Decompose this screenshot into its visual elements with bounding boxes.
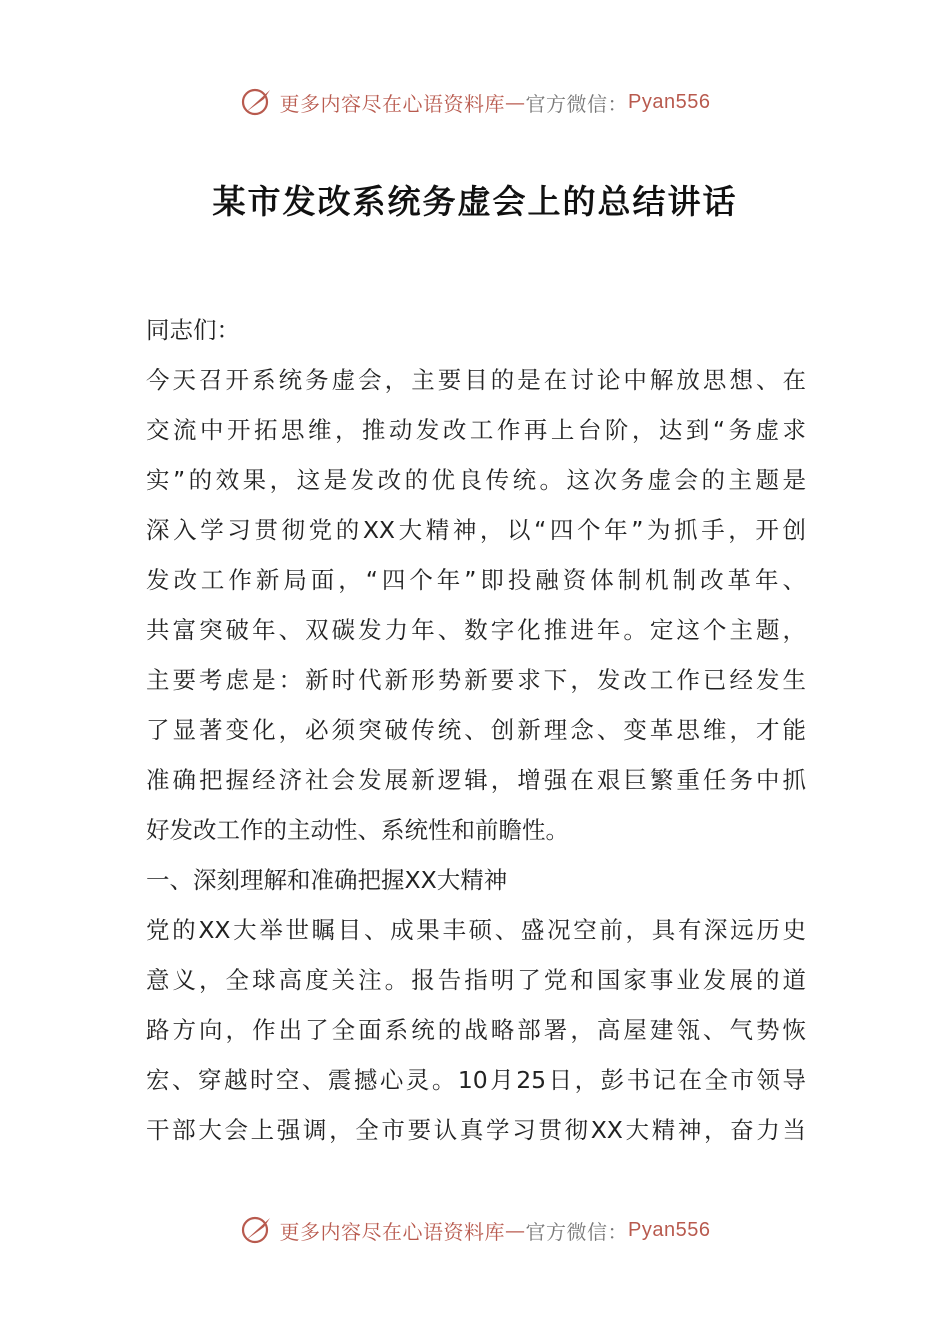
body-line: 好发改工作的主动性、系统性和前瞻性。 [146, 816, 569, 844]
body-line: 主要考虑是：新时代新形势新要求下，发改工作已经发生 [146, 666, 806, 694]
banner-contact-id: Pyan556 [628, 90, 711, 113]
body-line: 共富突破年、双碳发力年、数字化推进年。定这个主题， [146, 616, 806, 644]
banner-contact-id: Pyan556 [628, 1218, 711, 1241]
section-heading: 一、深刻理解和准确把握XX大精神 [146, 866, 508, 894]
body-line: 交流中开拓思维，推动发改工作再上台阶，达到“务虚求 [146, 416, 806, 444]
body-line: 宏、穿越时空、震撼心灵。10月25日，彭书记在全市领导 [146, 1066, 806, 1094]
body-line: 准确把握经济社会发展新逻辑，增强在艰巨繁重任务中抓 [146, 766, 806, 794]
salutation-line: 同志们： [146, 316, 240, 344]
body-line: 路方向，作出了全面系统的战略部署，高屋建瓴、气势恢 [146, 1016, 806, 1044]
body-line: 干部大会上强调，全市要认真学习贯彻XX大精神，奋力当 [146, 1116, 806, 1144]
body-line: 党的XX大举世瞩目、成果丰硕、盛况空前，具有深远历史 [146, 916, 806, 944]
banner-contact-label: 官方微信： [525, 91, 629, 116]
document-title: 某市发改系统务虚会上的总结讲话 [212, 182, 738, 221]
header-banner [0, 82, 950, 122]
body-line: 了显著变化，必须突破传统、创新理念、变革思维，才能 [146, 716, 806, 744]
banner-text: 更多内容尽在心语资料库 [279, 1219, 506, 1244]
footer-banner [0, 1210, 950, 1250]
body-line: 今天召开系统务虚会，主要目的是在讨论中解放思想、在 [146, 366, 806, 394]
body-line: 发改工作新局面，“四个年”即投融资体制机制改革年、 [146, 566, 806, 594]
body-line: 意义，全球高度关注。报告指明了党和国家事业发展的道 [146, 966, 806, 994]
banner-contact-label: 官方微信： [525, 1219, 629, 1244]
banner-separator: — [505, 90, 526, 114]
quill-logo-icon [240, 1213, 274, 1247]
body-line: 深入学习贯彻党的XX大精神，以“四个年”为抓手，开创 [146, 516, 806, 544]
quill-logo-icon [240, 85, 274, 119]
body-line: 实”的效果，这是发改的优良传统。这次务虚会的主题是 [146, 466, 806, 494]
document-body [146, 305, 806, 1155]
banner-separator: — [505, 1218, 526, 1242]
banner-text: 更多内容尽在心语资料库 [279, 91, 506, 116]
